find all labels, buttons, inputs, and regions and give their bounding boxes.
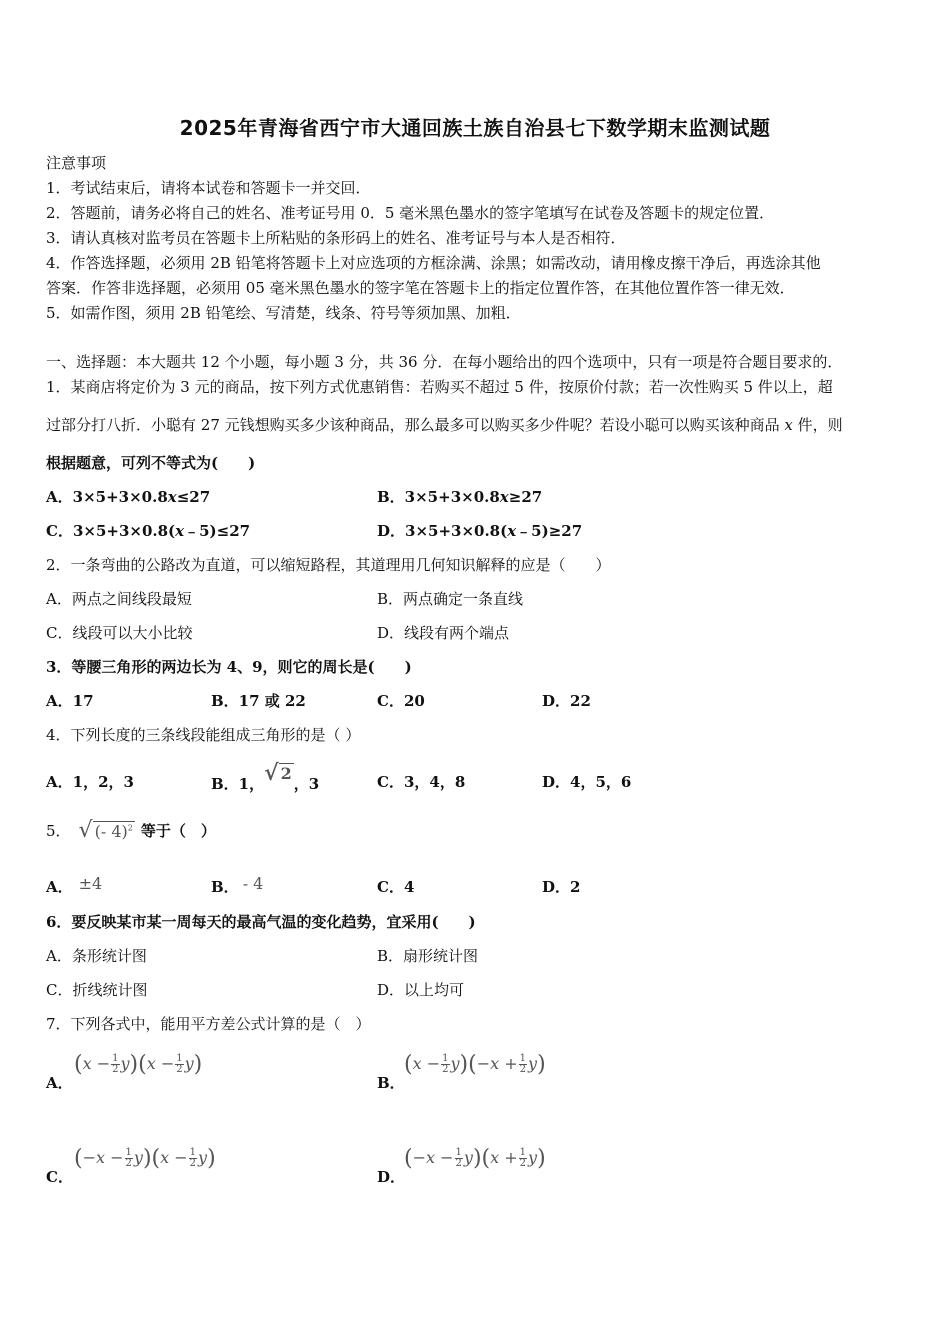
sqrt-expression: √ 2 — [264, 760, 292, 786]
q3-option-b: B．17 或 22 — [211, 692, 306, 710]
q1-stem-line3: 根据题意，可列不等式为( ) — [46, 454, 256, 472]
q6-option-b: B．扇形统计图 — [377, 947, 479, 965]
q7-option-c-expr: (−x − $\frac{1}{2}$ y)(x − $\frac{1}{2}$ y) — [74, 1146, 216, 1171]
page-title: 2025年青海省西宁市大通回族土族自治县七下数学期末监测试题 — [179, 116, 771, 140]
q2-stem: 2．一条弯曲的公路改为直道，可以缩短路程，其道理用几何知识解释的应是（ ） — [46, 556, 611, 574]
q1-option-d: D．3×5+3×0.8(x﹣5)≥27 — [377, 522, 583, 540]
q4-option-c: C．3，4，8 — [377, 773, 466, 791]
q7-option-d-expr: (−x − $\frac{1}{2}$ y)(x + $\frac{1}{2}$ y) — [404, 1146, 546, 1171]
q1-option-c: C．3×5+3×0.8(x﹣5)≤27 — [46, 522, 251, 540]
q6-stem: 6．要反映某市某一周每天的最高气温的变化趋势，宜采用( ) — [46, 913, 476, 931]
q6-option-c: C．折线统计图 — [46, 981, 148, 999]
sqrt-expression: √ (- 4)$^2$ — [78, 818, 133, 843]
q6-option-d: D．以上均可 — [377, 981, 465, 999]
q2-option-b: B．两点确定一条直线 — [377, 590, 524, 608]
q4-option-b: B．1，√ 2，3 — [211, 760, 320, 793]
q1-text: 过部分打八折．小聪有 27 元钱想购买多少该种商品，那么最多可以购买多少件呢？若设小聪可以购买该种商品 — [46, 416, 785, 434]
q4-option-a: A．1，2，3 — [46, 773, 134, 791]
q1-stem-line2 — [46, 414, 843, 435]
q7-stem: 7．下列各式中，能用平方差公式计算的是（ ） — [46, 1015, 371, 1033]
q5-option-b: B． - 4 — [211, 874, 264, 896]
q1-option-a: A．3×5+3×0.8x≤27 — [46, 488, 211, 506]
q5-option-c: C．4 — [377, 878, 415, 896]
section-heading: 一、选择题：本大题共 12 个小题，每小题 3 分，共 36 分．在每小题给出的四个选项中，只有一项是符合题目要求的． — [46, 353, 843, 371]
notice-item: 3．请认真核对监考员在答题卡上所粘贴的条形码上的姓名、准考证号与本人是否相符． — [46, 229, 626, 247]
q6-option-a: A．条形统计图 — [46, 947, 147, 965]
notice-item: 5．如需作图，须用 2B 铅笔绘、写清楚，线条、符号等须加黑、加粗． — [46, 304, 521, 322]
q3-option-c: C．20 — [377, 692, 425, 710]
q1-stem-line1: 1．某商店将定价为 3 元的商品，按下列方式优惠销售：若购买不超过 5 件，按原价付款；若一次性购买 5 件以上，超 — [46, 378, 833, 396]
notice-item: 2．答题前，请务必将自己的姓名、准考证号用 0．5 毫米黑色墨水的签字笔填写在试卷及答题卡的规定位置． — [46, 204, 775, 222]
q7-option-b-expr: (x − $\frac{1}{2}$ y)(−x + $\frac{1}{2}$ y) — [404, 1052, 546, 1077]
q7-option-a-label: A． — [46, 1074, 73, 1092]
q1-text: 件，则 — [792, 416, 843, 434]
q5-stem: 5． √ (- 4)$^2$ 等于（ ） — [46, 818, 216, 843]
q4-option-d: D．4，5，6 — [542, 773, 632, 791]
q3-option-d: D．22 — [542, 692, 591, 710]
q7-option-d-label: D． — [377, 1168, 406, 1186]
notice-item: 答案．作答非选择题，必须用 05 毫米黑色墨水的签字笔在答题卡上的指定位置作答，在其他位置作答一律无效． — [46, 279, 795, 297]
q7-option-a-expr: (x − $\frac{1}{2}$ y)(x − $\frac{1}{2}$ y) — [74, 1052, 203, 1077]
q2-option-a: A．两点之间线段最短 — [46, 590, 192, 608]
notice-heading: 注意事项 — [46, 154, 107, 172]
q1-variable: x — [784, 416, 793, 434]
q5-option-a: A． ±4 — [46, 874, 103, 896]
q3-stem: 3．等腰三角形的两边长为 4、9，则它的周长是( ) — [46, 658, 412, 676]
q3-option-a: A．17 — [46, 692, 94, 710]
notice-item: 1．考试结束后，请将本试卷和答题卡一并交回． — [46, 179, 371, 197]
q2-option-c: C．线段可以大小比较 — [46, 624, 193, 642]
notice-item: 4．作答选择题，必须用 2B 铅笔将答题卡上对应选项的方框涂满、涂黑；如需改动，请用橡皮擦干净后，再选涂其他 — [46, 254, 821, 272]
q5-option-d: D．2 — [542, 878, 581, 896]
q7-option-c-label: C． — [46, 1168, 73, 1186]
q7-option-b-label: B． — [377, 1074, 405, 1092]
q4-stem: 4．下列长度的三条线段能组成三角形的是（ ） — [46, 726, 361, 744]
q1-option-b: B．3×5+3×0.8x≥27 — [377, 488, 543, 506]
q2-option-d: D．线段有两个端点 — [377, 624, 510, 642]
